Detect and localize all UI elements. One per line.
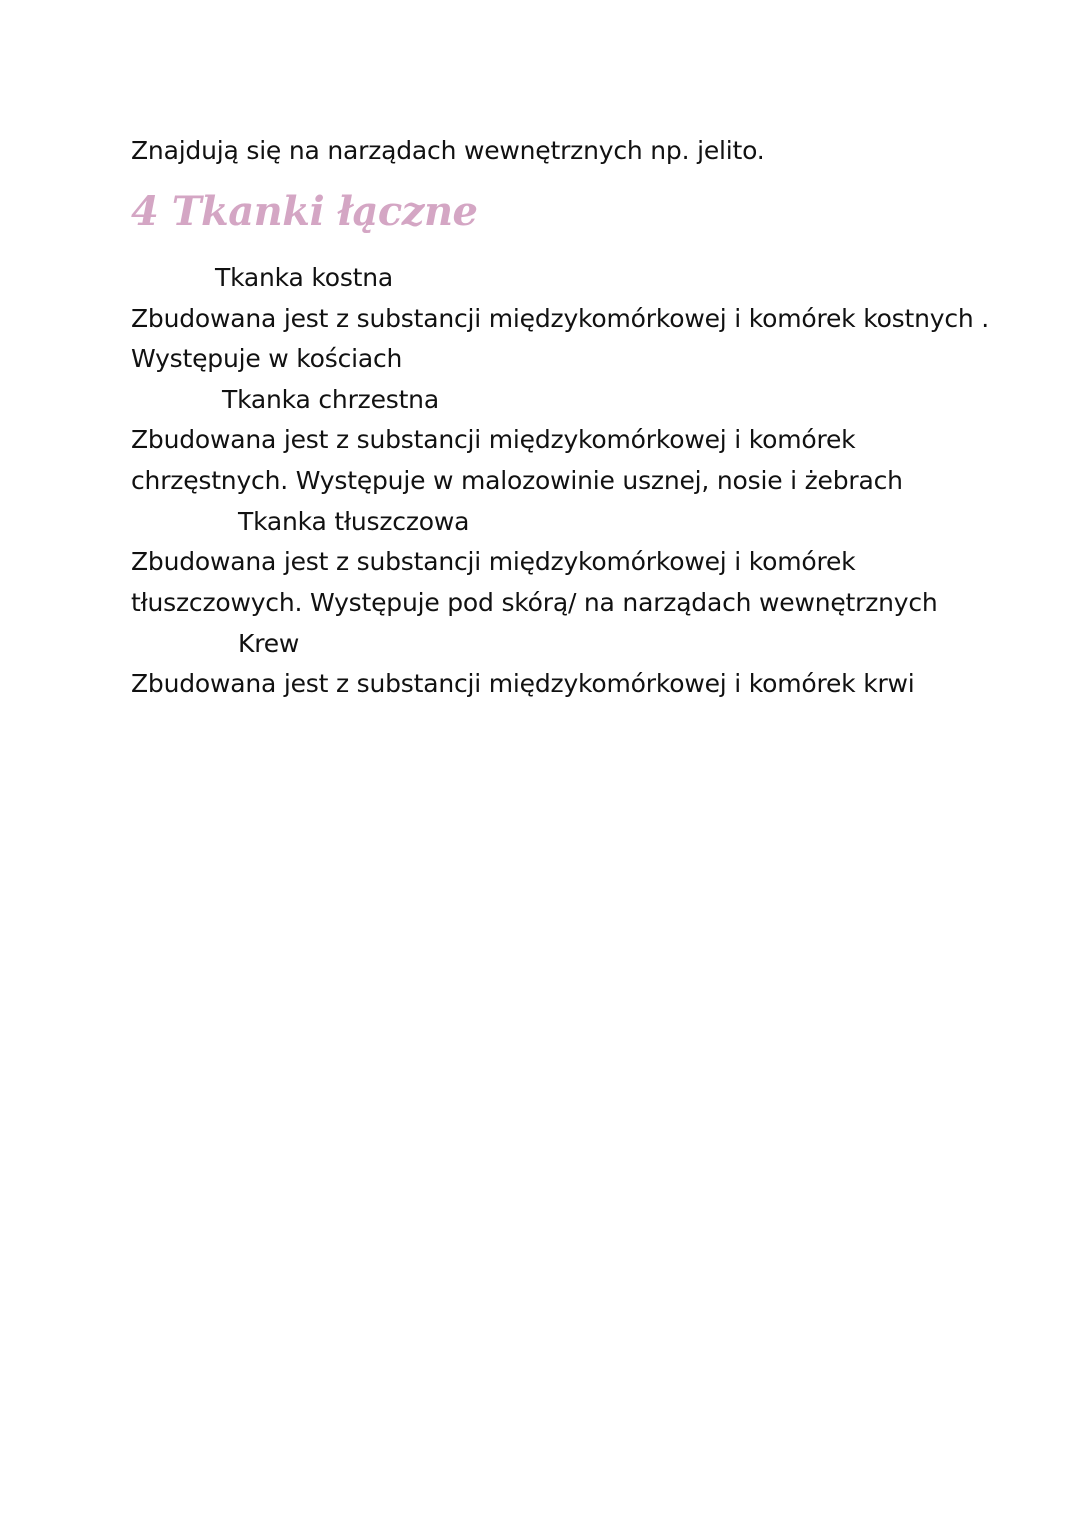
tissue-title-bone: Tkanka kostna — [215, 263, 394, 292]
tissue-description-line: chrzęstnych. Występuje w malozowinie usznej, nosie i żebrach — [131, 466, 903, 495]
tissue-title-adipose: Tkanka tłuszczowa — [238, 507, 470, 536]
tissue-title-blood: Krew — [238, 629, 300, 658]
tissue-description-line: Zbudowana jest z substancji międzykomórkowej i komórek — [131, 425, 856, 454]
tissue-description-line: Zbudowana jest z substancji międzykomórkowej i komórek krwi — [131, 669, 915, 698]
intro-line: Znajdują się na narządach wewnętrznych np. jelito. — [131, 136, 765, 165]
section-heading: 4 Tkanki łączne — [131, 188, 478, 235]
tissue-description-line: Zbudowana jest z substancji międzykomórkowej i komórek — [131, 547, 856, 576]
tissue-title-cartilage: Tkanka chrzestna — [222, 385, 439, 414]
tissue-description-line: Występuje w kościach — [131, 344, 403, 373]
tissue-description-line: tłuszczowych. Występuje pod skórą/ na narządach wewnętrznych — [131, 588, 938, 617]
tissue-description-line: Zbudowana jest z substancji międzykomórkowej i komórek kostnych . — [131, 304, 990, 333]
